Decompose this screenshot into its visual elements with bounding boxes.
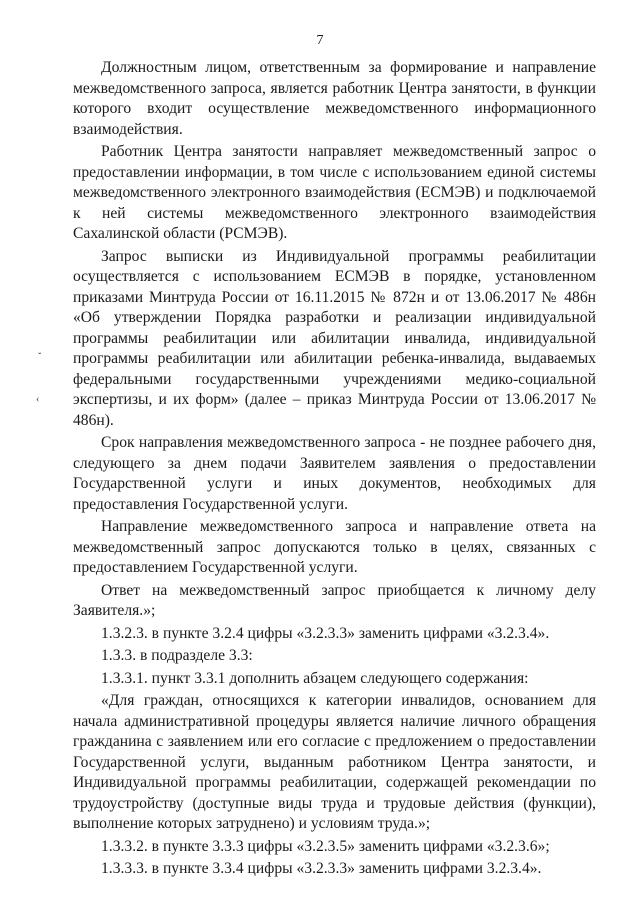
paragraph: 1.3.3. в подразделе 3.3: [101, 647, 253, 664]
paragraph: 1.3.3.1. пункт 3.3.1 дополнить абзацем следующего содержания: [101, 669, 529, 687]
margin-mark: ‹ [36, 394, 40, 405]
paragraph: Запрос выписки из Индивидуальной программы реабилитации осуществляется с использованием ЕСМЭВ в порядке, установленном приказами Минтруда России от 16.11.2015 № 872н и от 13.06.2017 № 486н «Об утверждении Порядка разработки и реализации индивидуальной программы реабилитации или абилитации инвалида, индивидуальной программы реабилитации или абилитации ребенка-инвалида, выдаваемых федеральными государственными учреждениями медико-социальной экспертизы, и их форм» (далее – приказ Минтруда России от 13.06.2017 № 486н). [73, 247, 596, 429]
paragraph: Срок направления межведомственного запроса - не позднее рабочего дня, следующего за днем подачи Заявителем заявления о предоставлении Государственной услуги и иных документов, необходимых для предоставления Государственной услуги. [73, 434, 596, 513]
paragraph: Ответ на межведомственный запрос приобщается к личному делу Заявителя.»; [73, 581, 596, 619]
paragraph: «Для граждан, относящихся к категории инвалидов, основанием для начала административной процедуры является наличие личного обращения гражданина с заявлением или его согласие с предложением о предоставлении Государственной услуги, выданным работником Центра занятости, и Индивидуальной программы реабилитации, содержащей рекомендации по трудоустройству (доступные виды труда и трудовые действия (функции), выполнение которых затруднено) и условиям труда.»; [73, 692, 596, 832]
paragraph: 1.3.3.2. в пункте 3.3.3 цифры «3.2.3.5» заменить цифрами «3.2.3.6»; [101, 837, 550, 855]
paragraph: 1.3.2.3. в пункте 3.2.4 цифры «3.2.3.3» заменить цифрами «3.2.3.4». [101, 624, 550, 642]
document-body [73, 58, 596, 880]
page-number: 7 [316, 33, 324, 48]
paragraph: Должностным лицом, ответственным за формирование и направление межведомственного запроса, является работник Центра занятости, в функции которого входит осуществление межведомственного информационного взаимодействия. [73, 59, 596, 138]
paragraph: Направление межведомственного запроса и направление ответа на межведомственный запрос допускаются только в целях, связанных с предоставлением Государственной услуги. [73, 518, 596, 576]
paragraph: Работник Центра занятости направляет межведомственный запрос о предоставлении информации, в том числе с использованием единой системы межведомственного электронного взаимодействия (ЕСМЭВ) и подключаемой к ней системы межведомственного электронного взаимодействия Сахалинской области (РСМЭВ). [73, 143, 596, 242]
margin-mark: ˇ [38, 352, 42, 363]
paragraph: 1.3.3.3. в пункте 3.3.4 цифры «3.2.3.3» заменить цифрами 3.2.3.4». [101, 860, 542, 877]
